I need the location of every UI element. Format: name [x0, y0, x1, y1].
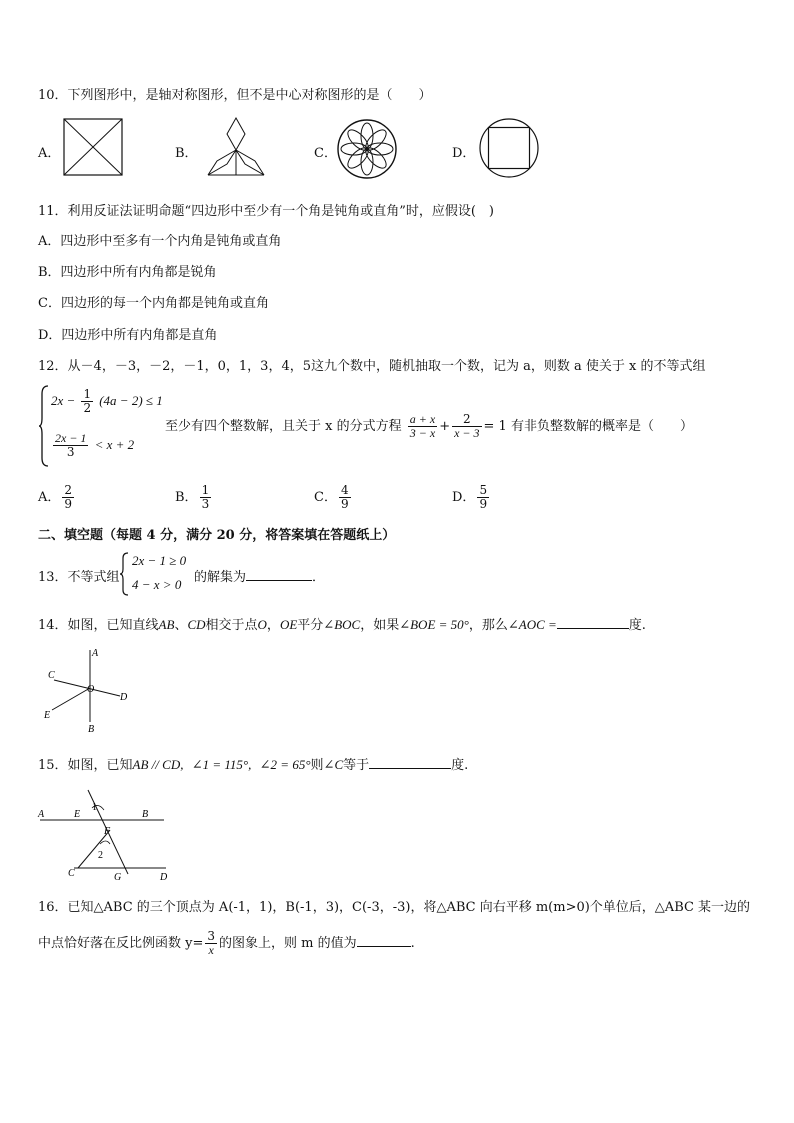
label-B: B: [88, 724, 95, 734]
label-C: C: [48, 670, 55, 681]
q10-option-d-label: D．: [452, 146, 476, 161]
q10-option-c-label: C．: [314, 146, 337, 161]
q16-line1: 16．已知△ABC 的三个顶点为 A(-1，1)，B(-1，3)，C(-3，-3)，将△ABC 向右平移 m(m>0)个单位后，△ABC 某一边的: [38, 900, 751, 915]
q10-stem: 10．下列图形中，是轴对称图形，但不是中心对称图形的是（ ）: [38, 88, 432, 103]
parallel-lines-triangle-figure: [36, 786, 172, 882]
q14-stem: 14．如图，已知直线AB、CD相交于点O，OE平分∠BOC，如果∠BOE = 50°，那么∠AOC = 度.: [38, 617, 646, 633]
q15-stem: 15．如图，已知AB // CD, ∠1 = 115°, ∠2 = 65°则∠C等于 度.: [38, 757, 469, 773]
q12-option-a: A． $\frac{2}{9}$: [38, 483, 73, 511]
intersecting-lines-figure: [40, 644, 136, 734]
label-F: F: [104, 826, 111, 837]
q11-stem: 11．利用反证法证明命题“四边形中至少有一个角是钝角或直角”时，应假设( ): [38, 204, 494, 219]
label-angle-1: 1: [92, 802, 97, 813]
q13-suffix: 的解集为 ．: [194, 570, 326, 585]
section-heading: 二、填空题（每题 4 分，满分 20 分，将答案填在答题纸上）: [38, 528, 396, 543]
answer-blank[interactable]: [369, 768, 451, 769]
q10-option-a-label: A．: [38, 146, 61, 161]
q12-option-c: C． $\frac{4}{9}$: [314, 483, 349, 511]
answer-blank[interactable]: [357, 946, 411, 947]
square-with-diagonals-figure: [63, 118, 123, 176]
q10-option-b-label: B．: [175, 146, 198, 161]
label-E: E: [44, 710, 51, 721]
answer-blank[interactable]: [557, 628, 629, 629]
label-A: A: [92, 648, 99, 659]
q13-line2: 4 − x > 0: [132, 577, 182, 592]
q12-system-line1: 2x − $\frac{1}{2}$ (4a − 2) ≤ 1: [51, 387, 163, 415]
q11-option-a: A．四边形中至多有一个内角是钝角或直角: [38, 234, 282, 249]
q11-option-c: C．四边形的每一个内角都是钝角或直角: [38, 296, 269, 311]
q13-prefix: 13．不等式组: [38, 570, 120, 585]
q13-line1: 2x − 1 ≥ 0: [132, 553, 187, 568]
q12-option-d: D． $\frac{5}{9}$: [452, 483, 488, 511]
q12-option-b: B． $\frac{1}{3}$: [175, 483, 210, 511]
left-brace-icon: [38, 384, 50, 468]
label-O: O: [87, 684, 95, 695]
left-brace-icon: [120, 552, 130, 596]
label-D: D: [160, 872, 168, 882]
q11-option-d: D．四边形中所有内角都是直角: [38, 328, 218, 343]
q11-option-b: B．四边形中所有内角都是锐角: [38, 265, 217, 280]
label-E: E: [74, 809, 81, 820]
label-C: C: [68, 868, 75, 879]
q12-line2: 至少有四个整数解，且关于 x 的分式方程 $\frac{a + x}{3 - x}$ + $\frac{2}{x - 3}$ = 1 有非负整数解的概率是（ ）: [165, 412, 693, 440]
q16-line2: 中点恰好落在反比例函数 y= $\frac{3}{x}$ 的图象上，则 m 的值为 .: [38, 929, 415, 957]
flower-in-circle-figure: [336, 118, 398, 180]
label-G: G: [114, 872, 122, 882]
label-A: A: [38, 809, 45, 820]
three-rhombus-figure: [200, 116, 272, 178]
q12-system-line2: $\frac{2x - 1}{3}$ < x + 2: [55, 431, 135, 459]
q12-stem: 12．从－4，－3，－2，－1，0，1，3，4，5这九个数中，随机抽取一个数，记为 a，则数 a 使关于 x 的不等式组: [38, 359, 706, 374]
label-D: D: [120, 692, 128, 703]
answer-blank[interactable]: [246, 580, 312, 581]
square-in-circle-figure: [478, 117, 540, 179]
label-angle-2: 2: [98, 850, 103, 861]
label-B: B: [142, 809, 149, 820]
